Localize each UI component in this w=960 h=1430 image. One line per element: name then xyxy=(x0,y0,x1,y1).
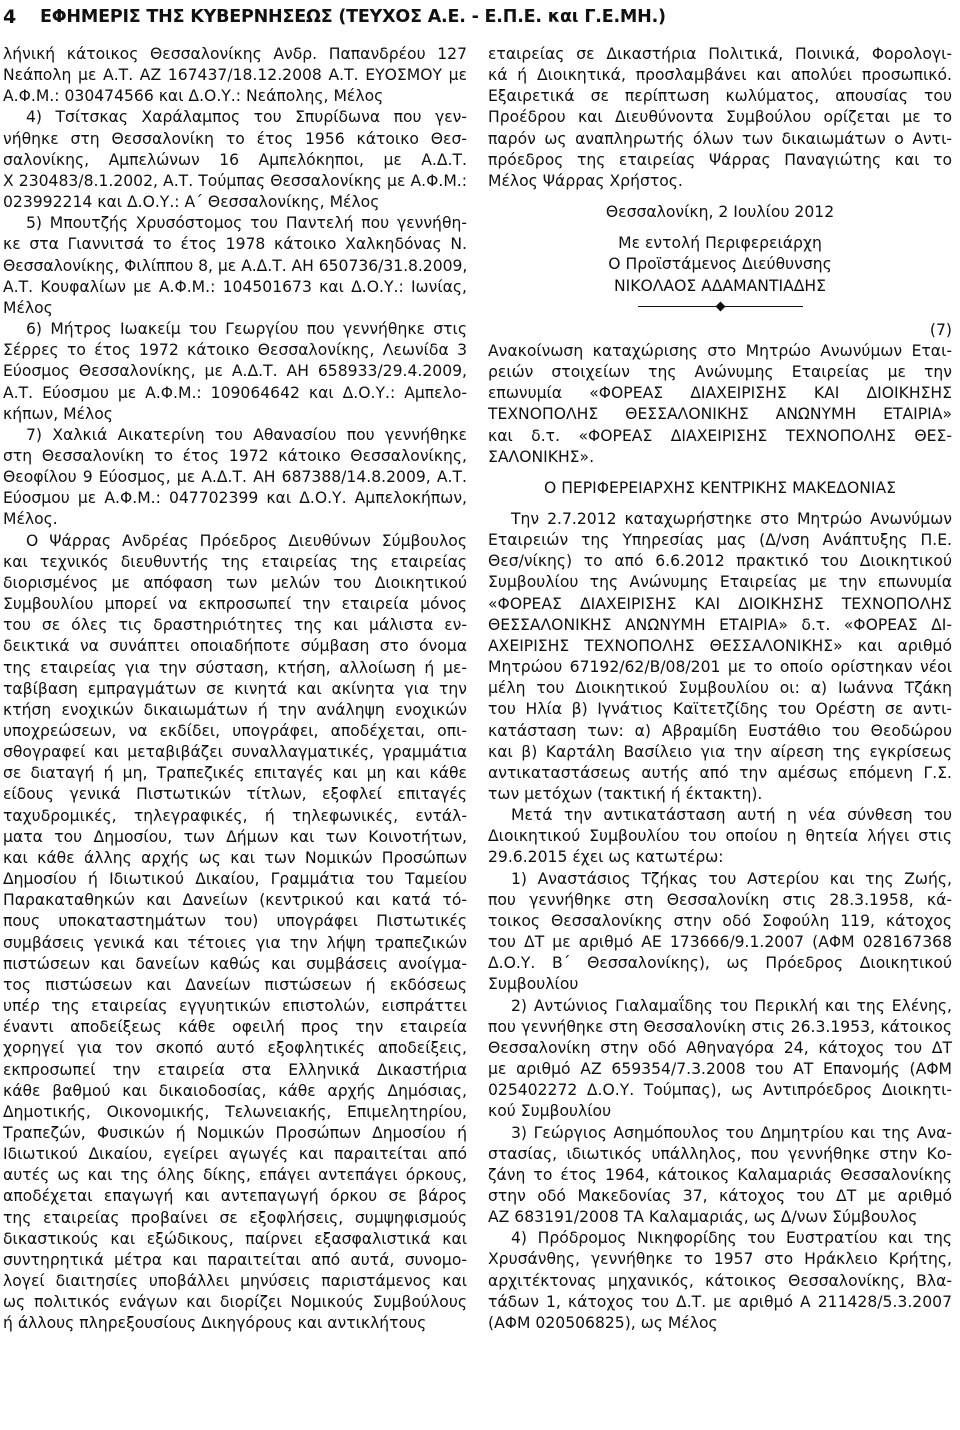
body-text-line: Α.Τ. Εύοσμου με Α.Φ.Μ.: 109064642 και Δ.Ο.Υ.: Αμπελο- xyxy=(3,383,467,402)
body-text-line: Εύοσμου με Α.Φ.Μ.: 047702399 και Δ.Ο.Υ. Αμπελοκήπων, xyxy=(3,489,467,508)
body-text-line: νήθηκε στη Θεσσαλονίκη το έτος 1956 κάτοικο Θεσ- xyxy=(3,129,467,148)
body-text-line: τος πιστώσεων και Δανείων πιστώσεων ή εκδόσεως xyxy=(3,975,467,994)
body-text-line: Θεσσαλονίκη στην οδό Αθηναγόρα 24, κάτοχος του ΔΤ xyxy=(488,1038,952,1057)
body-text-line: 023992214 και Δ.Ο.Υ.: Α΄ Θεσσαλονίκης, Μέλος xyxy=(3,193,380,212)
body-text-line: Θεοφίλου 9 Εύοσμος, με Α.Δ.Τ. ΑΗ 687388/14.8.2009, Α.Τ. xyxy=(3,468,467,487)
body-text-line: Συμβουλίου της Ανώνυμης Εταιρείας με την επωνυμία xyxy=(488,573,952,592)
body-text-line: συμβάσεις γενικά και τέτοιες για την λήψη τραπεζικών xyxy=(3,933,467,952)
body-text-line: Μετά την αντικατάσταση αυτή η νέα σύνθεση του xyxy=(511,806,952,825)
body-text-line: Α.Τ. Κουφαλίων με Α.Φ.Μ.: 104501673 και Δ.Ο.Υ.: Ιωνίας, xyxy=(3,277,467,296)
body-text-line: στη Θεσσαλονίκη το έτος 1972 κάτοικο Θεσσαλονίκης, xyxy=(3,446,467,465)
body-text-line: πρόεδρος της εταιρείας Ψάρρας Παναγιώτης και το xyxy=(488,150,952,169)
body-text-line: Εύοσμος Θεσσαλονίκης, με Α.Δ.Τ. ΑΗ 658933/29.4.2009, xyxy=(3,362,467,381)
body-text-line: των μετόχων (τακτική ή έκτακτη). xyxy=(488,785,763,803)
body-text-line: δεικτικά να συνάπτει οποιαδήποτε σύμβαση στο όνομα xyxy=(3,637,467,656)
body-text-line: 4) Τσίτσκας Χαράλαμπος του Σπυρίδωνα που γεν- xyxy=(26,108,467,127)
body-text-line: που γεννήθηκε στη Θεσσαλονίκη στις 28.3.1958, κά- xyxy=(488,890,952,909)
body-text-line: Θεσ/νίκης) το από 6.6.2012 πρακτικό του Διοικητικού xyxy=(488,552,952,571)
body-text-line: υπέρ της εταιρείας εγγυητικών επιστολών, εισπράττει xyxy=(3,997,467,1016)
announcement-title-line: ΤΕΧΝΟΠΟΛΗΣ ΘΕΣΣΑΛΟΝΙΚΗΣ ΑΝΩΝΥΜΗ ΕΤΑΙΡΙΑ» xyxy=(488,405,952,424)
body-text-line: ή άλλους πληρεξουσίους Δικηγόρους και αντικλήτους xyxy=(3,1314,427,1333)
body-text-line: σθογραφεί και μεταβιβάζει συναλλαγματικές, γραμμάτια xyxy=(3,743,467,762)
body-text-line: λογεί διαιτησίες υποβάλλει μηνύσεις παριστάμενος και xyxy=(3,1272,467,1291)
body-text-line: με αριθμό ΑΖ 659354/7.3.2008 του ΑΤ Επανομής (ΑΦΜ xyxy=(488,1060,952,1079)
body-text-line: Δ.Ο.Υ. Β΄ Θεσσαλονίκης), ως Πρόεδρος Διοικητικού xyxy=(488,954,952,973)
body-text-line: τοικος Θεσσαλονίκης στην οδό Σοφούλη 119, κάτοχος xyxy=(488,911,952,930)
body-text-line: Νεάπολη με Α.Τ. ΑΖ 167437/18.12.2008 Α.Τ. ΕΥΟΣΜΟΥ με xyxy=(3,66,467,85)
body-text-line: δικαστικούς και εξώδικους, παίρνει εξασφαλιστικά και xyxy=(3,1229,467,1248)
body-text-line: 025402272 Δ.Ο.Υ. Τούμπας), ως Αντιπρόεδρος Διοικητι- xyxy=(488,1081,952,1100)
body-text-line: Ο Ψάρρας Ανδρέας Πρόεδρος Διευθύνων Σύμβουλος xyxy=(26,531,467,550)
body-text-line: κάθε βαθμού και δικαιοδοσίας, κάθε αρχής Δημόσιας, xyxy=(3,1081,467,1100)
body-text-line: Συμβουλίου μπορεί να εκπροσωπεί την εταιρεία μόνος xyxy=(3,595,467,614)
body-text-line: ταχυδρομικές, τηλεγραφικές, ή τηλεφωνικές, εντάλ- xyxy=(3,806,467,825)
body-text-line: Σέρρες το έτος 1972 κάτοικο Θεσσαλονίκης, Λεωνίδα 3 xyxy=(3,341,467,360)
previous-entry-continuation xyxy=(488,44,952,192)
body-text-line: Δημοσίου ή Ιδιωτικού Δικαίου, Γραμμάτια του Ταμείου xyxy=(3,870,467,889)
body-text-line: σε διαταγή ή μη, Τραπεζικές επιταγές και μη και κάθε xyxy=(3,764,467,783)
signature-block xyxy=(488,233,952,296)
body-text-line: έναντι αποδείξεως κάθε οφειλή προς την εταιρεία xyxy=(3,1018,467,1037)
body-text-line: ως πολιτικός ενάγων και διορίζει Νομικούς Συμβούλους xyxy=(3,1293,467,1312)
body-text-line: Θεσσαλονίκης, Φιλίππου 8, με Α.Δ.Τ. ΑΗ 650736/31.8.2009, xyxy=(3,256,468,275)
right-column xyxy=(488,44,952,1334)
body-text-line: και β) Καρτάλη Βασίλειο για την αίρεση της εγκρίσεως xyxy=(488,742,952,761)
announcement-title-line: και δ.τ. «ΦΟΡΕΑΣ ΔΙΑΧΕΙΡΙΣΗΣ ΤΕΧΝΟΠΟΛΗΣ ΘΕΣ- xyxy=(488,426,952,445)
body-text-line: του Ηλία β) Ιγνάτιος Καϊτετζίδης του Ορέστη σε αντι- xyxy=(488,700,952,719)
body-text-line: αντικαταστάσεως αυτής από την αμέσως επόμενη Γ.Σ. xyxy=(488,763,952,782)
body-text-line: σαλονίκης, Αμπελώνων 16 Αμπελόκηποι, με Α.Δ.Τ. xyxy=(3,150,467,169)
separator-ornament xyxy=(488,300,952,314)
gazette-title: ΕΦΗΜΕΡΙΣ ΤΗΣ ΚΥΒΕΡΝΗΣΕΩΣ (ΤΕΥΧΟΣ Α.Ε. - Ε.Π.Ε. και Γ.Ε.ΜΗ.) xyxy=(40,7,666,27)
body-text-line: Εξαιρετικά σε περίπτωση κωλύματος, απουσίας του xyxy=(488,87,952,106)
body-text-line: ΑΖ 683191/2008 ΤΑ Καλαμαριάς, ως Δ/νων Σύμβουλος xyxy=(488,1208,918,1227)
body-text-line: Ιδιωτικού Δικαίου, εγείρει αγωγές και παραιτείται από xyxy=(3,1145,467,1164)
body-text-line: Παρακαταθηκών και Δανείων (κεντρικού και κατά τό- xyxy=(3,891,467,910)
body-text-line: συντηρητικά μέτρα και παραιτείται από αυτά, συνομο- xyxy=(3,1250,467,1269)
body-text-line: και κάθε άλλης αρχής ως και των Νομικών Προσώπων xyxy=(3,848,467,867)
body-text-line: της εταιρείας προβαίνει σε εξοφλήσεις, συμψηφισμούς xyxy=(3,1208,467,1227)
body-text-line: 6) Μήτρος Ιωακείμ του Γεωργίου που γεννήθηκε στις xyxy=(26,320,467,339)
body-text-line: στασίας, ιδιωτικός υπάλληλος, που γεννήθηκε στην Κο- xyxy=(488,1144,952,1163)
body-text-line: Μέλος. xyxy=(3,510,58,529)
issuer-heading: Ο ΠΕΡΙΦΕΡΕΙΑΡΧΗΣ ΚΕΝΤΡΙΚΗΣ ΜΑΚΕΔΟΝΙΑΣ xyxy=(543,478,897,497)
body-text-line: 7) Χαλκιά Αικατερίνη του Αθανασίου που γεννήθηκε xyxy=(26,425,467,444)
signature-line: Ο Προϊστάμενος Διεύθυνσης xyxy=(608,255,832,274)
announcement-body xyxy=(488,509,952,1334)
body-text-line: 3) Γεώργιος Ασημόπουλος του Δημητρίου και της Ανα- xyxy=(511,1123,952,1142)
body-text-line: κά ή Διοικητικά, προσλαμβάνει και απολύει προσωπικό. xyxy=(488,66,952,85)
body-text-line: 4) Πρόδρομος Νικηφορίδης του Ευστρατίου και της xyxy=(511,1229,952,1248)
body-text-line: κατάσταση των: α) Αβραμίδη Ευστάθιο του Θεοδώρου xyxy=(488,721,952,740)
body-text-line: Α.Φ.Μ.: 030474566 και Δ.Ο.Υ.: Νεάπολης, Μέλος xyxy=(3,87,384,106)
body-text-line: 2) Αντώνιος Γιαλαμαΐδης του Περικλή και της Ελένης, xyxy=(511,996,952,1015)
body-text-line: και τεχνικός διευθυντής της εταιρείας της εταιρείας xyxy=(3,552,467,571)
body-text-line: (ΑΦΜ 020506825), ως Μέλος xyxy=(488,1313,718,1332)
body-text-line: πιστώσεων και δανείων καθώς και συμβάσεις ανοίγμα- xyxy=(3,954,467,973)
body-text-line: Την 2.7.2012 καταχωρήστηκε στο Μητρώο Ανωνύμων xyxy=(511,509,952,528)
announcement-title-line: Ανακοίνωση καταχώρισης στο Μητρώο Ανωνύμων Εται- xyxy=(488,341,952,360)
body-text-line: πους υποκαταστημάτων του) υπογράφει Πιστωτικές xyxy=(3,912,467,931)
running-header xyxy=(0,6,960,36)
body-text-line: Μέλος xyxy=(3,298,53,317)
body-text-line: υποχρεώσεων, να εκδίδει, υπογράφει, αποδέχεται, οπι- xyxy=(3,722,467,740)
body-text-line: κού Συμβουλίου xyxy=(488,1102,612,1121)
body-text-line: Τραπεζών, Φυσικών ή Νομικών Προσώπων Δημοσίου ή xyxy=(3,1123,467,1142)
page-number: 4 xyxy=(3,6,17,28)
body-text-line: Μέλος Ψάρρας Χρήστος. xyxy=(488,171,683,190)
announcement-title-line: ΣΑΛΟΝΙΚΗΣ». xyxy=(488,447,595,466)
body-text-line: Δημοτικής, Οικονομικής, Τελωνειακής, Επιμελητηρίου, xyxy=(3,1102,467,1121)
body-text-line: 29.6.2015 έχει ως κατωτέρω: xyxy=(488,848,724,867)
signature-line: ΝΙΚΟΛΑΟΣ ΑΔΑΜΑΝΤΙΑΔΗΣ xyxy=(613,276,826,295)
body-text-line: Εταιρειών της Υπηρεσίας μας (Δ/νση Ανάπτυξης Π.Ε. xyxy=(488,531,952,550)
body-text-line: Συμβουλίου xyxy=(488,975,579,994)
body-text-line: Διοικητικού Συμβουλίου του οποίου η θητεία λήγει στις xyxy=(488,827,952,846)
entry-number: (7) xyxy=(929,320,952,339)
body-text-line: του ΔΤ με αριθμό ΑΕ 173666/9.1.2007 (ΑΦΜ 028167368 xyxy=(488,933,952,952)
body-text-line: είδους γενικά Πιστωτικών τίτλων, εξοφλεί επιταγές xyxy=(3,785,467,804)
announcement-title-line: επωνυμία «ΦΟΡΕΑΣ ΔΙΑΧΕΙΡΙΣΗΣ ΚΑΙ ΔΙΟΙΚΗΣΗΣ xyxy=(488,384,952,403)
body-text-line: διορισμένος με απόφαση των μελών του Διοικητικού xyxy=(3,573,467,592)
body-text-line: τάδων 1, κάτοχος του Δ.Τ. με αριθμό Α 211428/5.3.2007 xyxy=(488,1292,952,1311)
body-text-line: αρχιτέκτονας μηχανικός, κάτοικος Θεσσαλονίκης, Βλα- xyxy=(488,1271,952,1290)
body-text-line: του σε όλες τις δραστηριότητες της και μάλιστα εν- xyxy=(3,616,467,635)
body-text-line: της εταιρείας για την σύσταση, κτήση, αλλοίωση ή με- xyxy=(3,658,467,677)
body-text-line: μέλη του Διοικητικού Συμβουλίου οι: α) Ιωάννα Τζάκη xyxy=(488,679,952,698)
body-text-line: Προέδρου και Διευθύνοντα Συμβούλου ορίζεται με το xyxy=(488,108,952,127)
announcement-title xyxy=(488,341,952,468)
body-text-line: Χ 230483/8.1.2002, Α.Τ. Τούμπας Θεσσαλονίκης με Α.Φ.Μ.: xyxy=(3,171,467,190)
body-text-line: Χρυσάνθης, γεννήθηκε το 1957 στο Ηράκλειο Κρήτης, xyxy=(488,1250,952,1269)
body-text-line: 1) Αναστάσιος Τζήκας του Αστερίου και της Ζωής, xyxy=(511,869,952,888)
body-text-line: κήπων, Μέλος xyxy=(3,404,113,423)
body-text-line: κε στα Γιαννιτσά το έτος 1978 κάτοικο Χαλκηδόνας Ν. xyxy=(3,235,467,254)
body-text-line: χορηγεί για τον σκοπό αυτό εξοφλητικές αποδείξεις, xyxy=(3,1039,467,1058)
body-text-line: λήνική κάτοικος Θεσσαλονίκης Ανδρ. Παπανδρέου 127 xyxy=(3,45,467,63)
body-text-line: κτήση ενοχικών δικαιωμάτων ή την ανάληψη ενοχικών xyxy=(3,700,467,719)
signature-line: Με εντολή Περιφερειάρχη xyxy=(618,234,822,253)
body-text-line: 5) Μπουτζής Χρυσόστομος του Παντελή που γεννήθη- xyxy=(26,214,467,233)
body-text-line: ΑΧΕΙΡΙΣΗΣ ΤΕΧΝΟΠΟΛΗΣ ΘΕΣΣΑΛΟΝΙΚΗΣ» και αριθμό xyxy=(488,636,952,655)
announcement-title-line: ρειών στοιχείων της Ανώνυμης Εταιρείας με την xyxy=(488,363,952,382)
body-text-line: εκπροσωπεί την εταιρεία στα Ελληνικά Δικαστήρια xyxy=(3,1060,467,1079)
left-column xyxy=(3,44,467,1335)
body-text-line: ζάνη το έτος 1964, κάτοικος Καλαμαριάς Θεσσαλονίκης xyxy=(488,1165,952,1184)
body-text-line: Μητρώου 67192/62/Β/08/201 με το οποίο ορίστηκαν νέοι xyxy=(488,658,952,677)
body-text-line: αποδέχεται επαγωγή και αντεπαγωγή όρκου σε βάρος xyxy=(3,1187,467,1206)
body-text-line: ΘΕΣΣΑΛΟΝΙΚΗΣ ΑΝΩΝΥΜΗ ΕΤΑΙΡΙΑ» δ.τ. «ΦΟΡΕΑΣ ΔΙ- xyxy=(488,615,952,634)
body-text-line: «ΦΟΡΕΑΣ ΔΙΑΧΕΙΡΙΣΗΣ ΚΑΙ ΔΙΟΙΚΗΣΗΣ ΤΕΧΝΟΠΟΛΗΣ xyxy=(488,594,952,613)
body-text-line: ταβίβαση εμπραγμάτων σε κινητά και ακίνητα για την xyxy=(3,679,467,698)
body-text-line: αυτές ως και της όλης δίκης, επάγει αντεπάγει όρκους, xyxy=(3,1166,467,1185)
body-text-line: που γεννήθηκε στη Θεσσαλονίκη στις 26.3.1953, κάτοικος xyxy=(488,1017,952,1036)
date-place: Θεσσαλονίκη, 2 Ιουλίου 2012 xyxy=(605,203,835,222)
body-text-line: εταιρείας σε Δικαστήρια Πολιτικά, Ποινικά, Φορολογι- xyxy=(488,45,952,63)
body-text-line: παρόν ως αναπληρωτής όλων των δικαιωμάτων ο Αντι- xyxy=(488,129,952,148)
body-text-line: στην οδό Μακεδονίας 37, κάτοχος του ΔΤ με αριθμό xyxy=(488,1186,952,1205)
body-text-line: ματα του Δημοσίου, των Δήμων και των Κοινοτήτων, xyxy=(3,827,467,846)
